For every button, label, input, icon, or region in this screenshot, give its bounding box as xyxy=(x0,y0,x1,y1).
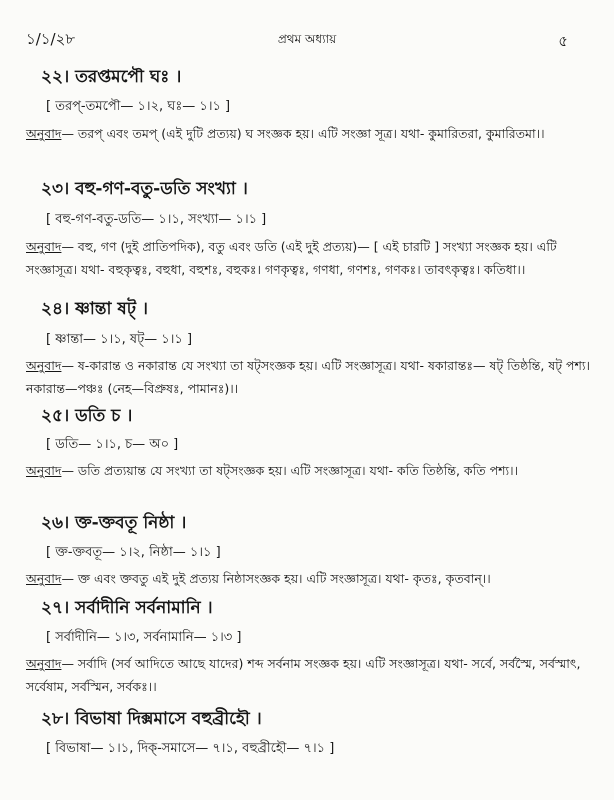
pada-analysis: [ ডতি— ১।১, চ— অ০ ] xyxy=(46,437,179,452)
sutra-range: ১/১/২৮ xyxy=(26,30,76,48)
sutra-heading: ২৭। সর্বাদীনি সর্বনামানি । xyxy=(41,598,213,618)
translation xyxy=(26,653,596,698)
pada-analysis: [ বিভাষা— ১।১, দিক্-সমাসে— ৭।১, বহুব্রীহৌ— ৭।১ ] xyxy=(46,741,335,756)
translation-text: — ষ-কারান্ত ও নকারান্ত যে সংখ্যা তা ষট্সংজ্ঞক হয়। এটি সংজ্ঞাসূত্র। যথা- ষকারান্তঃ— ষট্ তিষ্ঠন্তি, ষট্ পশ্য। নকারান্ত—পঞ্চঃ (নেহ—বিপ্রুষঃ, পামানঃ)।। xyxy=(26,358,591,396)
pada-analysis: [ সর্বাদীনি— ১।৩, সর্বনামানি— ১।৩ ] xyxy=(46,630,242,645)
translation-label: অনুবাদ xyxy=(26,358,62,373)
translation-text: — সর্বাদি (সর্ব আদিতে আছে যাদের) শব্দ সর্বনাম সংজ্ঞক হয়। এটি সংজ্ঞাসূত্র। যথা- সর্বে, সর্বস্মৈ, সর্বস্মাৎ, সর্বেষাম, সর্বস্মিন, সর্বকঃ।। xyxy=(26,656,581,694)
sutra-heading: ২৮। বিভাষা দিক্সমাসে বহুব্রীহৌ । xyxy=(41,709,262,729)
translation xyxy=(26,460,596,483)
page-header xyxy=(0,28,614,50)
translation-label: অনুবাদ xyxy=(26,571,62,586)
pada-analysis: [ তরপ্-তমপৌ— ১।২, ঘঃ— ১।১ ] xyxy=(46,99,231,114)
translation-label: অনুবাদ xyxy=(26,126,62,141)
sutra-heading: ২৪। ষ্ণান্তা ষট্ । xyxy=(41,299,148,319)
sutra-heading: ২৬। ক্ত-ক্তবতূ নিষ্ঠা । xyxy=(41,513,187,533)
pada-analysis: [ ষ্ণান্তা— ১।১, ষট্— ১।১ ] xyxy=(46,332,193,347)
translation xyxy=(26,355,596,400)
translation-label: অনুবাদ xyxy=(26,656,62,671)
translation xyxy=(26,568,596,591)
sutra-heading: ২২। তরপ্তমপৌ ঘঃ । xyxy=(41,67,182,87)
translation-label: অনুবাদ xyxy=(26,463,62,478)
translation-text: — ক্ত এবং ক্তবতু এই দুই প্রত্যয় নিষ্ঠাসংজ্ঞক হয়। এটি সংজ্ঞাসূত্র। যথা- কৃতঃ, কৃতবান্।। xyxy=(61,571,491,586)
translation xyxy=(26,123,596,146)
sutra-heading: ২৫। ডতি চ । xyxy=(41,406,133,426)
page-number: ৫ xyxy=(558,32,568,50)
translation-label: অনুবাদ xyxy=(26,239,62,254)
pada-analysis: [ ক্ত-ক্তবতূ— ১।২, নিষ্ঠা— ১।১ ] xyxy=(46,545,221,560)
translation-text: — ডতি প্রত্যয়ান্ত যে সংখ্যা তা ষট্সংজ্ঞক হয়। এটি সংজ্ঞাসূত্র। যথা- কতি তিষ্ঠন্তি, কতি পশ্য।। xyxy=(61,463,519,478)
translation xyxy=(26,236,596,281)
translation-text: — তরপ্ এবং তমপ্ (এই দুটি প্রত্যয়) ঘ সংজ্ঞক হয়। এটি সংজ্ঞা সূত্র। যথা- কুমারিতরা, কুমারিতমা।। xyxy=(61,126,545,141)
pada-analysis: [ বহু-গণ-বতু-ডতি— ১।১, সংখ্যা— ১।১ ] xyxy=(46,212,267,227)
chapter-title: প্রথম অধ্যায় xyxy=(277,32,337,46)
translation-text: — বহু, গণ (দুই প্রাতিপদিক), বতু এবং ডতি (এই দুই প্রত্যয়)— [ এই চারটি ] সংখ্যা সংজ্ঞক হয়। এটি সংজ্ঞাসূত্র। যথা- বহুকৃত্বঃ, বহুধা, বহুশঃ, বহুকঃ। গণকৃত্বঃ, গণধা, গণশঃ, গণকঃ। তাবৎকৃত্বঃ। কতিধা।। xyxy=(26,239,557,277)
sutra-heading: ২৩। বহু-গণ-বতু-ডতি সংখ্যা । xyxy=(41,179,248,199)
